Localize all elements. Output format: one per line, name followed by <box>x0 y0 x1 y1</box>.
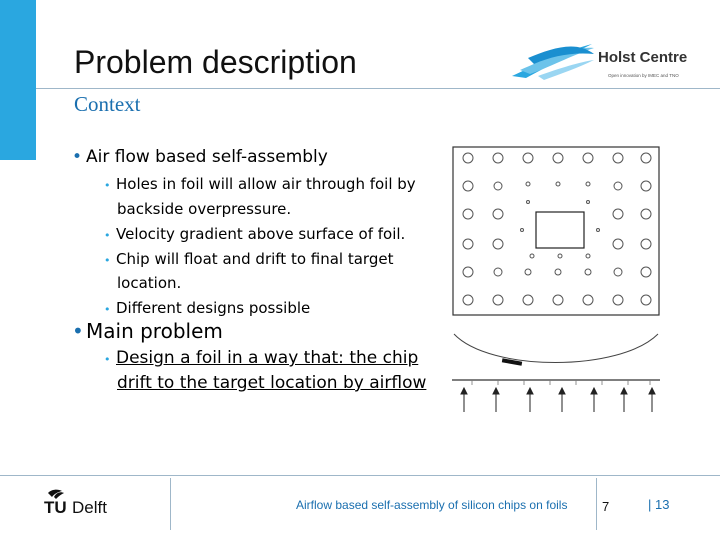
bullet-airflow: • Air flow based self-assembly <box>72 147 328 167</box>
bullet-dot-icon: • <box>104 229 111 242</box>
slide-title: Problem description <box>74 44 357 80</box>
title-divider <box>36 88 720 89</box>
footer-separator <box>170 478 171 530</box>
bullet-dot-icon: • <box>104 254 111 267</box>
holst-swoosh-icon <box>512 44 594 80</box>
bullet-dot-icon: • <box>104 353 111 366</box>
sub-bullet-chip-cont: location. <box>117 274 182 292</box>
sub-bullet-velocity: • Velocity gradient above surface of foil. <box>104 225 406 243</box>
holst-centre-logo <box>508 36 688 82</box>
sub-bullet-holes-cont: backside overpressure. <box>117 200 292 218</box>
holst-tagline: Open innovation by IMEC and TNO <box>608 73 679 78</box>
sub-bullet-design-foil-cont: drift to the target location by airflow <box>117 373 427 393</box>
bullet-dot-icon: • <box>104 303 111 316</box>
airflow-cross-section-figure <box>450 330 662 415</box>
tudelft-logo <box>44 487 124 517</box>
sub-bullet-chip: • Chip will float and drift to final target <box>104 250 394 268</box>
page-number: 7 <box>602 499 610 514</box>
accent-bar <box>0 0 36 160</box>
bullet-dot-icon: • <box>72 147 83 167</box>
bullet-main-problem: • Main problem <box>72 319 223 343</box>
foil-hole-pattern-figure <box>452 146 660 316</box>
footer-divider <box>0 475 720 476</box>
footer-title: Airflow based self-assembly of silicon chips on foils <box>296 498 568 512</box>
holst-name: Holst Centre <box>598 49 688 66</box>
airflow-arrows <box>461 388 655 412</box>
target-location-square <box>536 212 584 248</box>
page-total: | 13 <box>648 497 670 512</box>
sub-bullet-design-foil: • Design a foil in a way that: the chip <box>104 348 419 368</box>
bullet-dot-icon: • <box>104 179 111 192</box>
tudelft-name: Delft <box>72 498 107 517</box>
slide-subtitle: Context <box>74 92 141 116</box>
tudelft-prefix: TU <box>44 498 67 517</box>
bullet-dot-icon: • <box>72 319 84 343</box>
footer-separator <box>596 478 597 530</box>
sub-bullet-designs: • Different designs possible <box>104 299 311 317</box>
sub-bullet-holes: • Holes in foil will allow air through foil by <box>104 175 416 193</box>
